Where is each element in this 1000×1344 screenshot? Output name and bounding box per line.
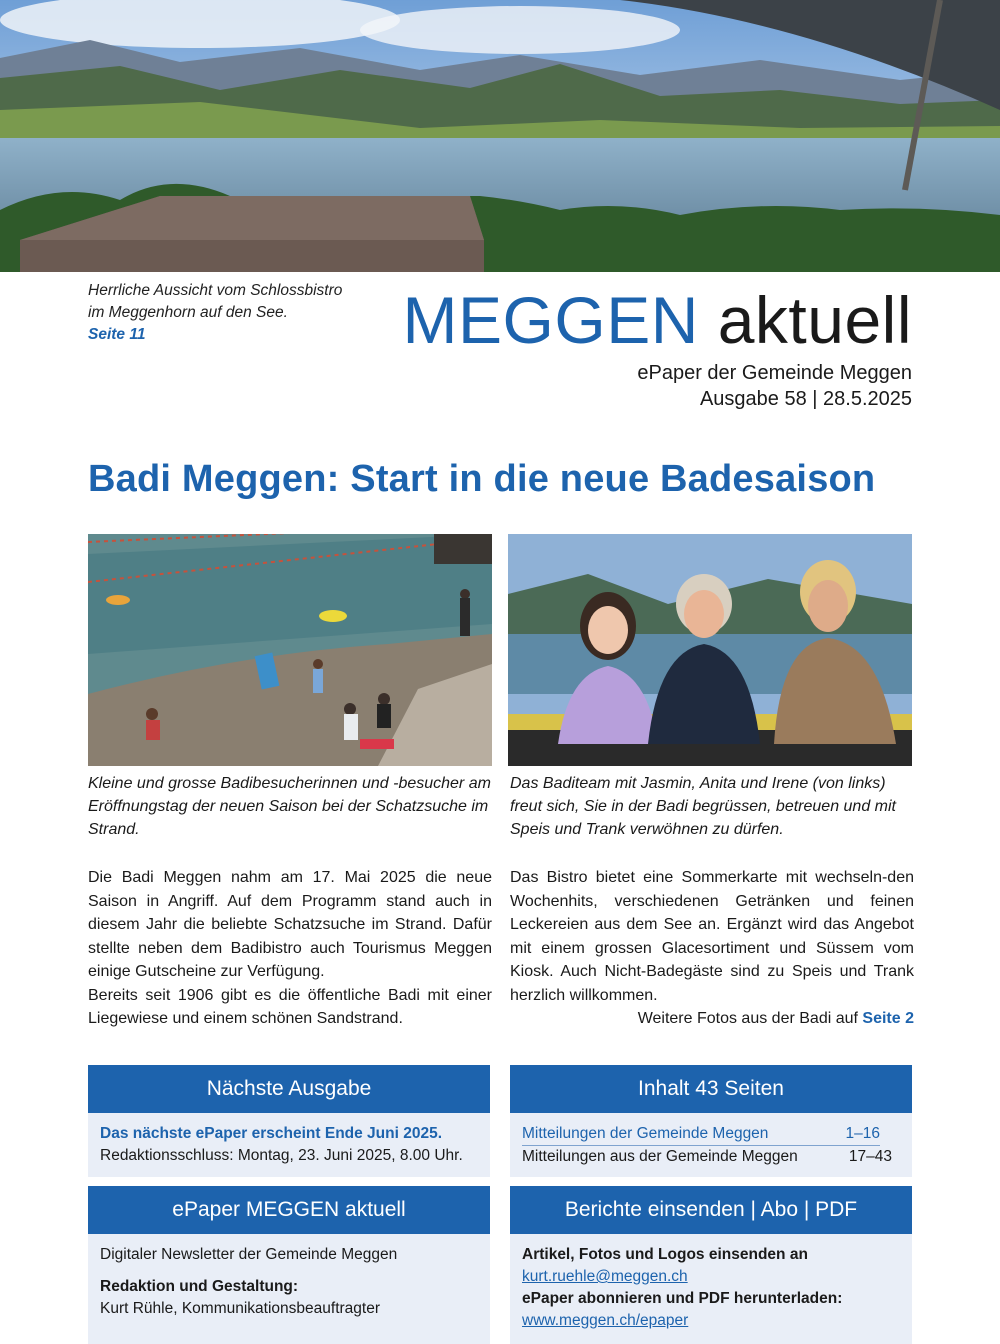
subscribe-url-link[interactable]: www.meggen.ch/epaper [522,1312,689,1329]
masthead-logo [403,280,912,360]
article-body-right [510,866,914,1031]
toc-row[interactable] [522,1146,892,1168]
toc-pages: 1–16 [845,1125,880,1142]
brand-part2: aktuell [717,283,912,357]
masthead [403,280,912,412]
team-photo [508,534,912,766]
more-photos-page-link[interactable]: Seite 2 [862,1010,914,1027]
contents-title: Inhalt 43 Seiten [510,1065,912,1113]
toc-label: Mitteilungen der Gemeinde Meggen [522,1125,769,1142]
brand-part1: MEGGEN [402,283,699,357]
submit-email-link[interactable]: kurt.ruehle@meggen.ch [522,1268,688,1285]
article-body-left [88,866,492,1031]
editorial-label: Redaktion und Gestaltung: [100,1278,299,1295]
article-headline: Badi Meggen: Start in die neue Badesaison [88,458,876,500]
more-photos-text: Weitere Fotos aus der Badi auf [637,1010,858,1027]
epaper-info-box [88,1186,490,1344]
editor-name: Kurt Rühle, Kommunikationsbeauftragter [100,1300,381,1317]
masthead-subtitle: ePaper der Gemeinde Meggen [637,362,912,384]
submit-label: Artikel, Fotos und Logos einsenden an [522,1246,808,1263]
team-photo-caption: Das Baditeam mit Jasmin, Anita und Irene (von links) freut sich, Sie in der Badi begrüssen, betreuen und mit Speis und Trank verwöhnen zu dürfen. [510,775,896,838]
hero-caption-page-link[interactable]: Seite 11 [88,326,146,343]
hero-caption [88,280,378,346]
toc-row[interactable] [522,1123,880,1146]
masthead-issue: Ausgabe 58 | 28.5.2025 [699,388,912,410]
hero-caption-line2: im Meggenhorn auf den See. [88,304,288,321]
epaper-info-title: ePaper MEGGEN aktuell [88,1186,490,1234]
epaper-description: Digitaler Newsletter der Gemeinde Meggen [100,1246,398,1263]
toc-pages: 17–43 [848,1148,892,1165]
article-paragraph: Die Badi Meggen nahm am 17. Mai 2025 die neue Saison in Angriff. Auf dem Programm stand auch in diesem Jahr die beliebte Schatzsuche im Strand. Dafür stellte neben dem Badibistro auch Tourismus Meggen einige Gutscheine zur Verfügung. [88,869,492,980]
more-photos-line [510,1007,914,1031]
beach-photo [88,534,492,766]
next-issue-box [88,1065,490,1177]
toc-label: Mitteilungen aus der Gemeinde Meggen [522,1148,798,1165]
beach-photo-caption: Kleine und grosse Badibesucherinnen und -besucher am Eröffnungstag der neuen Saison bei der Schatzsuche im Strand. [88,775,491,838]
article-paragraph: Das Bistro bietet eine Sommerkarte mit wechseln-den Wochenhits, verschiedenen Getränken und feinen Leckereien aus dem See an. Ergänzt wird das Angebot mit einem grossen Glacesortiment und Süssem vom Kiosk. Auch Nicht-Badegäste sind zu Speis und Trank herzlich willkommen. [510,869,914,1004]
next-issue-date: Das nächste ePaper erscheint Ende Juni 2025. [100,1125,443,1142]
submit-box [510,1186,912,1344]
hero-photo [0,0,1000,272]
article-paragraph: Bereits seit 1906 gibt es die öffentliche Badi mit einer Liegewiese und einem schönen Sandstrand. [88,986,492,1027]
editorial-deadline: Redaktionsschluss: Montag, 23. Juni 2025, 8.00 Uhr. [100,1147,463,1164]
next-issue-title: Nächste Ausgabe [88,1065,490,1113]
contents-box [510,1065,912,1177]
submit-title: Berichte einsenden | Abo | PDF [510,1186,912,1234]
subscribe-label: ePaper abonnieren und PDF herunterladen: [522,1290,843,1307]
hero-caption-line1: Herrliche Aussicht vom Schlossbistro [88,282,343,299]
